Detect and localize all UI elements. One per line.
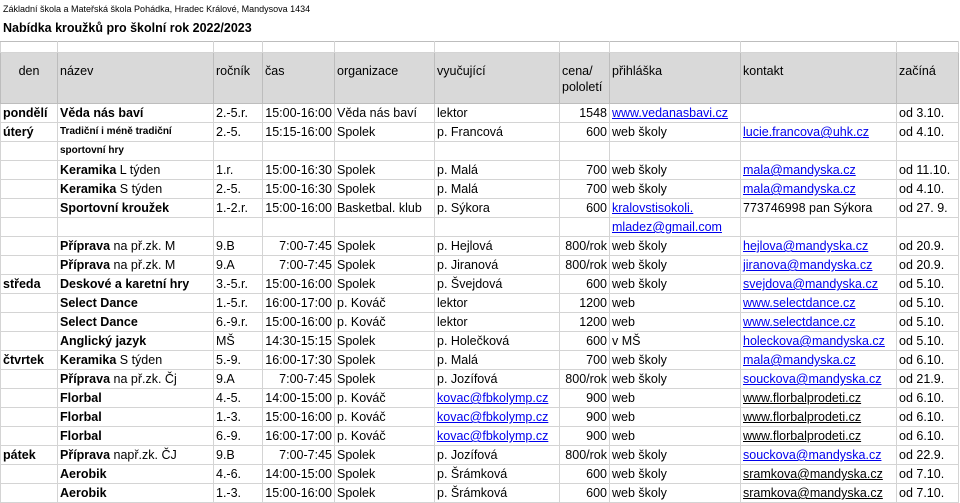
organization-cell[interactable]: Spolek bbox=[335, 332, 435, 351]
club-name: Deskové a karetní hry bbox=[60, 277, 190, 291]
day-cell[interactable] bbox=[1, 313, 58, 332]
price-cell[interactable]: 700 bbox=[560, 351, 610, 370]
time-cell[interactable]: 15:00-16:00 bbox=[263, 104, 335, 123]
day-cell[interactable] bbox=[1, 389, 58, 408]
contact-cell[interactable] bbox=[741, 408, 897, 427]
club-name-suffix: L týden bbox=[116, 163, 161, 177]
col-header-nazev[interactable]: název bbox=[58, 53, 214, 104]
club-name-cell[interactable] bbox=[58, 370, 214, 389]
price-cell[interactable]: 600 bbox=[560, 332, 610, 351]
time-cell[interactable]: 7:00-7:45 bbox=[263, 256, 335, 275]
club-name-cell[interactable] bbox=[58, 427, 214, 446]
club-name: Sportovní kroužek bbox=[60, 201, 170, 215]
teacher-cell[interactable] bbox=[435, 427, 560, 446]
club-name: Keramika bbox=[60, 182, 117, 196]
contact-cell[interactable] bbox=[741, 427, 897, 446]
start-date-cell[interactable]: od 4.10. bbox=[897, 180, 959, 199]
day-cell[interactable] bbox=[1, 332, 58, 351]
club-name-suffix: na př.zk. M bbox=[110, 239, 176, 253]
price-cell[interactable]: 800/rok bbox=[560, 237, 610, 256]
start-date-cell[interactable] bbox=[897, 218, 959, 237]
table-row bbox=[1, 332, 959, 351]
organization-cell[interactable]: Spolek bbox=[335, 370, 435, 389]
page-title: Nabídka kroužků pro školní rok 2022/2023 bbox=[3, 21, 252, 35]
teacher-cell[interactable]: p. Malá bbox=[435, 161, 560, 180]
contact-cell-link[interactable]: holeckova@mandyska.cz bbox=[743, 334, 885, 348]
day-cell[interactable] bbox=[1, 199, 58, 218]
teacher-cell[interactable]: p. Jozífová bbox=[435, 446, 560, 465]
price-cell[interactable]: 900 bbox=[560, 389, 610, 408]
contact-cell[interactable] bbox=[741, 389, 897, 408]
time-cell[interactable]: 15:00-16:00 bbox=[263, 199, 335, 218]
price-cell[interactable]: 800/rok bbox=[560, 256, 610, 275]
contact-cell[interactable] bbox=[741, 313, 897, 332]
start-date-cell[interactable]: od 20.9. bbox=[897, 237, 959, 256]
teacher-cell[interactable] bbox=[435, 218, 560, 237]
price-cell[interactable] bbox=[560, 142, 610, 161]
time-cell[interactable]: 15:00-16:30 bbox=[263, 180, 335, 199]
club-name-cell[interactable] bbox=[58, 294, 214, 313]
price-cell[interactable]: 800/rok bbox=[560, 370, 610, 389]
table-row bbox=[1, 427, 959, 446]
teacher-cell[interactable]: p. Šrámková bbox=[435, 465, 560, 484]
club-name: Anglický jazyk bbox=[60, 334, 147, 348]
registration-cell[interactable]: web školy bbox=[610, 484, 741, 503]
day-cell[interactable]: pondělí bbox=[1, 104, 58, 123]
teacher-cell[interactable]: p. Sýkora bbox=[435, 199, 560, 218]
grade-cell[interactable]: 1.-5.r. bbox=[214, 294, 263, 313]
organization-cell[interactable]: Spolek bbox=[335, 446, 435, 465]
day-cell[interactable] bbox=[1, 294, 58, 313]
start-date-cell[interactable]: od 7.10. bbox=[897, 465, 959, 484]
grade-cell[interactable]: 9.B bbox=[214, 237, 263, 256]
table-row bbox=[1, 294, 959, 313]
contact-cell-text: sramkova@mandyska.cz bbox=[743, 467, 883, 481]
teacher-cell[interactable]: p. Holečková bbox=[435, 332, 560, 351]
registration-cell[interactable]: web bbox=[610, 427, 741, 446]
registration-cell[interactable] bbox=[610, 104, 741, 123]
price-cell[interactable]: 600 bbox=[560, 123, 610, 142]
contact-cell-link[interactable]: mala@mandyska.cz bbox=[743, 163, 856, 177]
registration-cell[interactable]: web školy bbox=[610, 275, 741, 294]
organization-cell[interactable]: Věda nás baví bbox=[335, 104, 435, 123]
registration-cell[interactable] bbox=[610, 218, 741, 237]
registration-cell[interactable]: web školy bbox=[610, 237, 741, 256]
grade-cell[interactable]: MŠ bbox=[214, 332, 263, 351]
table-row bbox=[1, 123, 959, 142]
price-cell[interactable]: 600 bbox=[560, 465, 610, 484]
registration-cell[interactable]: web školy bbox=[610, 351, 741, 370]
header-row bbox=[1, 53, 959, 104]
col-header-cena[interactable] bbox=[560, 53, 610, 104]
price-cell[interactable]: 1200 bbox=[560, 313, 610, 332]
club-name-cell[interactable] bbox=[58, 484, 214, 503]
organization-cell[interactable]: Spolek bbox=[335, 123, 435, 142]
gap-row bbox=[1, 42, 959, 53]
contact-cell-link[interactable]: www.selectdance.cz bbox=[743, 315, 856, 329]
start-date-cell[interactable]: od 21.9. bbox=[897, 370, 959, 389]
time-cell[interactable] bbox=[263, 142, 335, 161]
grade-cell[interactable]: 1.r. bbox=[214, 161, 263, 180]
start-date-cell[interactable]: od 6.10. bbox=[897, 427, 959, 446]
time-cell[interactable]: 16:00-17:00 bbox=[263, 294, 335, 313]
table-row bbox=[1, 237, 959, 256]
table-row bbox=[1, 142, 959, 161]
price-cell[interactable]: 900 bbox=[560, 427, 610, 446]
grade-cell[interactable]: 2.-5. bbox=[214, 180, 263, 199]
club-name: Příprava bbox=[60, 258, 111, 272]
grade-cell[interactable] bbox=[214, 142, 263, 161]
club-name: Keramika bbox=[60, 163, 117, 177]
club-name-cell[interactable] bbox=[58, 351, 214, 370]
start-date-cell[interactable]: od 5.10. bbox=[897, 332, 959, 351]
table-row bbox=[1, 465, 959, 484]
registration-cell[interactable]: web školy bbox=[610, 446, 741, 465]
organization-cell[interactable] bbox=[335, 218, 435, 237]
price-cell[interactable]: 900 bbox=[560, 408, 610, 427]
organization-cell[interactable]: Spolek bbox=[335, 465, 435, 484]
start-date-cell[interactable]: od 5.10. bbox=[897, 275, 959, 294]
club-name: Příprava bbox=[60, 372, 111, 386]
club-name: Příprava bbox=[60, 448, 111, 462]
club-name-cell[interactable] bbox=[58, 237, 214, 256]
teacher-cell[interactable]: p. Francová bbox=[435, 123, 560, 142]
registration-cell-link[interactable]: www.vedanasbavi.cz bbox=[612, 106, 729, 120]
grade-cell[interactable]: 5.-9. bbox=[214, 351, 263, 370]
contact-cell[interactable] bbox=[741, 465, 897, 484]
col-header-rocnik[interactable]: ročník bbox=[214, 53, 263, 104]
start-date-cell[interactable]: od 6.10. bbox=[897, 351, 959, 370]
registration-cell[interactable] bbox=[610, 142, 741, 161]
club-name: Select Dance bbox=[60, 315, 138, 329]
contact-cell-link[interactable]: lucie.francova@uhk.cz bbox=[743, 125, 869, 139]
contact-cell[interactable] bbox=[741, 237, 897, 256]
organization-cell[interactable]: p. Kováč bbox=[335, 427, 435, 446]
teacher-cell[interactable] bbox=[435, 408, 560, 427]
organization-cell[interactable] bbox=[335, 142, 435, 161]
table-row bbox=[1, 256, 959, 275]
day-cell[interactable]: čtvrtek bbox=[1, 351, 58, 370]
contact-cell[interactable] bbox=[741, 218, 897, 237]
contact-cell-link[interactable]: mala@mandyska.cz bbox=[743, 182, 856, 196]
start-date-cell[interactable]: od 3.10. bbox=[897, 104, 959, 123]
day-cell[interactable] bbox=[1, 427, 58, 446]
teacher-cell[interactable]: p. Jiranová bbox=[435, 256, 560, 275]
time-cell[interactable]: 16:00-17:00 bbox=[263, 427, 335, 446]
organization-cell[interactable]: p. Kováč bbox=[335, 389, 435, 408]
teacher-cell-link[interactable]: kovac@fbkolymp.cz bbox=[437, 391, 549, 405]
club-name-suffix: na př.zk. M bbox=[110, 258, 176, 272]
contact-cell[interactable] bbox=[741, 123, 897, 142]
club-name: Keramika bbox=[60, 353, 117, 367]
organization-cell[interactable]: Spolek bbox=[335, 351, 435, 370]
club-name: Florbal bbox=[60, 410, 102, 424]
organization-cell[interactable]: Spolek bbox=[335, 161, 435, 180]
contact-cell-link[interactable]: souckova@mandyska.cz bbox=[743, 372, 882, 386]
table-row bbox=[1, 446, 959, 465]
contact-cell-link[interactable]: hejlova@mandyska.cz bbox=[743, 239, 869, 253]
club-name-cell[interactable] bbox=[58, 389, 214, 408]
table-row bbox=[1, 218, 959, 237]
registration-cell[interactable]: web bbox=[610, 294, 741, 313]
club-name-cell[interactable] bbox=[58, 313, 214, 332]
club-name-cell[interactable] bbox=[58, 275, 214, 294]
club-name-cell[interactable] bbox=[58, 199, 214, 218]
club-name-cell[interactable] bbox=[58, 256, 214, 275]
teacher-cell[interactable]: p. Jozífová bbox=[435, 370, 560, 389]
table-row bbox=[1, 408, 959, 427]
registration-cell[interactable]: web bbox=[610, 313, 741, 332]
contact-cell[interactable] bbox=[741, 351, 897, 370]
teacher-cell[interactable]: p. Malá bbox=[435, 351, 560, 370]
col-header-organizace[interactable]: organizace bbox=[335, 53, 435, 104]
day-cell[interactable]: pátek bbox=[1, 446, 58, 465]
contact-cell[interactable] bbox=[741, 275, 897, 294]
time-cell[interactable]: 15:15-16:00 bbox=[263, 123, 335, 142]
contact-cell[interactable] bbox=[741, 484, 897, 503]
price-cell[interactable]: 800/rok bbox=[560, 446, 610, 465]
registration-cell[interactable] bbox=[610, 199, 741, 218]
start-date-cell[interactable]: od 22.9. bbox=[897, 446, 959, 465]
teacher-cell[interactable]: p. Hejlová bbox=[435, 237, 560, 256]
club-name: Tradiční i méně tradiční bbox=[60, 126, 172, 137]
club-name-cell[interactable] bbox=[58, 218, 214, 237]
grade-cell[interactable]: 3.-5.r. bbox=[214, 275, 263, 294]
contact-cell-link[interactable]: svejdova@mandyska.cz bbox=[743, 277, 878, 291]
start-date-cell[interactable]: od 5.10. bbox=[897, 313, 959, 332]
table-row bbox=[1, 370, 959, 389]
registration-cell[interactable]: web školy bbox=[610, 370, 741, 389]
day-cell[interactable] bbox=[1, 408, 58, 427]
time-cell[interactable]: 14:00-15:00 bbox=[263, 465, 335, 484]
clubs-table bbox=[0, 41, 959, 503]
teacher-cell[interactable] bbox=[435, 389, 560, 408]
time-cell[interactable]: 15:00-16:00 bbox=[263, 484, 335, 503]
start-date-cell[interactable] bbox=[897, 142, 959, 161]
organization-cell[interactable]: Spolek bbox=[335, 484, 435, 503]
col-header-prihlaska[interactable]: přihláška bbox=[610, 53, 741, 104]
table-row bbox=[1, 161, 959, 180]
time-cell[interactable]: 15:00-16:30 bbox=[263, 161, 335, 180]
club-name-cell[interactable] bbox=[58, 161, 214, 180]
time-cell[interactable]: 15:00-16:00 bbox=[263, 408, 335, 427]
col-header-zacina[interactable]: začíná bbox=[897, 53, 959, 104]
organization-cell[interactable]: p. Kováč bbox=[335, 294, 435, 313]
club-name-suffix: např.zk. ČJ bbox=[110, 448, 177, 462]
organization-cell[interactable]: Spolek bbox=[335, 256, 435, 275]
club-name-cell[interactable] bbox=[58, 142, 214, 161]
registration-cell[interactable]: web bbox=[610, 389, 741, 408]
club-name: Florbal bbox=[60, 391, 102, 405]
start-date-cell[interactable]: od 6.10. bbox=[897, 408, 959, 427]
day-cell[interactable]: středa bbox=[1, 275, 58, 294]
club-name: Věda nás baví bbox=[60, 106, 144, 120]
day-cell[interactable] bbox=[1, 465, 58, 484]
table-row bbox=[1, 389, 959, 408]
time-cell[interactable]: 14:00-15:00 bbox=[263, 389, 335, 408]
club-name: Příprava bbox=[60, 239, 111, 253]
contact-cell[interactable] bbox=[741, 332, 897, 351]
start-date-cell[interactable]: od 4.10. bbox=[897, 123, 959, 142]
contact-cell[interactable] bbox=[741, 142, 897, 161]
col-header-cena-line2: pololetí bbox=[562, 80, 603, 94]
grade-cell[interactable]: 9.A bbox=[214, 256, 263, 275]
table-row bbox=[1, 275, 959, 294]
teacher-cell[interactable]: p. Malá bbox=[435, 180, 560, 199]
table-row bbox=[1, 351, 959, 370]
spreadsheet bbox=[0, 41, 960, 500]
organization-cell[interactable]: p. Kováč bbox=[335, 408, 435, 427]
contact-cell[interactable] bbox=[741, 294, 897, 313]
day-cell[interactable] bbox=[1, 142, 58, 161]
time-cell[interactable]: 15:00-16:00 bbox=[263, 275, 335, 294]
grade-cell[interactable]: 2.-5. bbox=[214, 123, 263, 142]
registration-cell[interactable]: web bbox=[610, 408, 741, 427]
day-cell[interactable]: úterý bbox=[1, 123, 58, 142]
registration-cell-link[interactable]: kralovstisokoli. bbox=[612, 201, 694, 215]
day-cell[interactable] bbox=[1, 256, 58, 275]
col-header-den[interactable]: den bbox=[1, 53, 58, 104]
teacher-cell[interactable]: lektor bbox=[435, 294, 560, 313]
day-cell[interactable] bbox=[1, 484, 58, 503]
start-date-cell[interactable]: od 7.10. bbox=[897, 484, 959, 503]
club-name-cell[interactable] bbox=[58, 123, 214, 142]
table-row bbox=[1, 199, 959, 218]
grade-cell[interactable]: 6.-9.r. bbox=[214, 313, 263, 332]
organization-cell[interactable]: Basketbal. klub bbox=[335, 199, 435, 218]
contact-cell-text: www.florbalprodeti.cz bbox=[743, 391, 862, 405]
col-header-cena-line1: cena/ bbox=[562, 64, 593, 78]
registration-cell[interactable]: web školy bbox=[610, 123, 741, 142]
grade-cell[interactable]: 2.-5.r. bbox=[214, 104, 263, 123]
grade-cell[interactable]: 4.-6. bbox=[214, 465, 263, 484]
price-cell[interactable]: 1200 bbox=[560, 294, 610, 313]
registration-cell[interactable]: web školy bbox=[610, 161, 741, 180]
club-name: Aerobik bbox=[60, 486, 107, 500]
club-name-cell[interactable] bbox=[58, 446, 214, 465]
time-cell[interactable]: 16:00-17:30 bbox=[263, 351, 335, 370]
start-date-cell[interactable]: od 11.10. bbox=[897, 161, 959, 180]
time-cell[interactable]: 7:00-7:45 bbox=[263, 446, 335, 465]
organization-cell[interactable]: Spolek bbox=[335, 180, 435, 199]
contact-cell-link[interactable]: souckova@mandyska.cz bbox=[743, 448, 882, 462]
club-name-cell[interactable] bbox=[58, 408, 214, 427]
price-cell[interactable]: 1548 bbox=[560, 104, 610, 123]
contact-cell[interactable] bbox=[741, 256, 897, 275]
club-name-suffix: S týden bbox=[116, 182, 163, 196]
time-cell[interactable] bbox=[263, 218, 335, 237]
day-cell[interactable] bbox=[1, 237, 58, 256]
price-cell[interactable]: 600 bbox=[560, 484, 610, 503]
table-row bbox=[1, 104, 959, 123]
registration-cell[interactable]: web školy bbox=[610, 180, 741, 199]
start-date-cell[interactable]: od 5.10. bbox=[897, 294, 959, 313]
teacher-cell[interactable]: lektor bbox=[435, 104, 560, 123]
table-row bbox=[1, 313, 959, 332]
grade-cell[interactable]: 1.-2.r. bbox=[214, 199, 263, 218]
price-cell[interactable] bbox=[560, 218, 610, 237]
table-row bbox=[1, 180, 959, 199]
price-cell[interactable]: 600 bbox=[560, 275, 610, 294]
day-cell[interactable] bbox=[1, 161, 58, 180]
contact-cell[interactable] bbox=[741, 161, 897, 180]
contact-cell-text: sramkova@mandyska.cz bbox=[743, 486, 883, 500]
contact-cell-text: www.florbalprodeti.cz bbox=[743, 410, 862, 424]
grade-cell[interactable] bbox=[214, 218, 263, 237]
contact-cell-text: www.florbalprodeti.cz bbox=[743, 429, 862, 443]
table-row bbox=[1, 484, 959, 503]
grade-cell[interactable]: 9.B bbox=[214, 446, 263, 465]
contact-cell-link[interactable]: www.selectdance.cz bbox=[743, 296, 856, 310]
registration-cell[interactable]: web školy bbox=[610, 256, 741, 275]
day-cell[interactable] bbox=[1, 218, 58, 237]
teacher-cell-link[interactable]: kovac@fbkolymp.cz bbox=[437, 429, 549, 443]
start-date-cell[interactable]: od 6.10. bbox=[897, 389, 959, 408]
contact-cell[interactable] bbox=[741, 446, 897, 465]
col-header-vyucujici[interactable]: vyučující bbox=[435, 53, 560, 104]
price-cell[interactable]: 700 bbox=[560, 161, 610, 180]
contact-cell[interactable]: 773746998 pan Sýkora bbox=[741, 199, 897, 218]
grade-cell[interactable]: 1.-3. bbox=[214, 484, 263, 503]
col-header-cas[interactable]: čas bbox=[263, 53, 335, 104]
registration-cell-link[interactable]: mladez@gmail.com bbox=[612, 220, 722, 234]
teacher-cell[interactable]: p. Šrámková bbox=[435, 484, 560, 503]
price-cell[interactable]: 600 bbox=[560, 199, 610, 218]
registration-cell[interactable]: web školy bbox=[610, 465, 741, 484]
day-cell[interactable] bbox=[1, 370, 58, 389]
grade-cell[interactable]: 6.-9. bbox=[214, 427, 263, 446]
school-name: Základní škola a Mateřská škola Pohádka, Hradec Králové, Mandysova 1434 bbox=[3, 4, 311, 14]
day-cell[interactable] bbox=[1, 180, 58, 199]
teacher-cell[interactable]: p. Švejdová bbox=[435, 275, 560, 294]
start-date-cell[interactable]: od 27. 9. bbox=[897, 199, 959, 218]
club-name-cell[interactable] bbox=[58, 332, 214, 351]
club-name: sportovní hry bbox=[60, 145, 124, 156]
price-cell[interactable]: 700 bbox=[560, 180, 610, 199]
time-cell[interactable]: 7:00-7:45 bbox=[263, 370, 335, 389]
teacher-cell-link[interactable]: kovac@fbkolymp.cz bbox=[437, 410, 549, 424]
club-name-cell[interactable] bbox=[58, 180, 214, 199]
organization-cell[interactable]: Spolek bbox=[335, 275, 435, 294]
club-name-cell[interactable] bbox=[58, 104, 214, 123]
contact-cell[interactable] bbox=[741, 180, 897, 199]
contact-cell-link[interactable]: mala@mandyska.cz bbox=[743, 353, 856, 367]
club-name: Florbal bbox=[60, 429, 102, 443]
grade-cell[interactable]: 4.-5. bbox=[214, 389, 263, 408]
grade-cell[interactable]: 9.A bbox=[214, 370, 263, 389]
contact-cell[interactable] bbox=[741, 104, 897, 123]
club-name-cell[interactable] bbox=[58, 465, 214, 484]
club-name: Aerobik bbox=[60, 467, 107, 481]
club-name-suffix: na př.zk. Čj bbox=[110, 372, 177, 386]
registration-cell[interactable]: v MŠ bbox=[610, 332, 741, 351]
contact-cell-link[interactable]: jiranova@mandyska.cz bbox=[743, 258, 873, 272]
contact-cell[interactable] bbox=[741, 370, 897, 389]
organization-cell[interactable]: Spolek bbox=[335, 237, 435, 256]
club-name: Select Dance bbox=[60, 296, 138, 310]
grade-cell[interactable]: 1.-3. bbox=[214, 408, 263, 427]
club-name-suffix: S týden bbox=[116, 353, 163, 367]
col-header-kontakt[interactable]: kontakt bbox=[741, 53, 897, 104]
teacher-cell[interactable] bbox=[435, 142, 560, 161]
time-cell[interactable]: 15:00-16:00 bbox=[263, 313, 335, 332]
start-date-cell[interactable]: od 20.9. bbox=[897, 256, 959, 275]
time-cell[interactable]: 14:30-15:15 bbox=[263, 332, 335, 351]
teacher-cell[interactable]: lektor bbox=[435, 313, 560, 332]
time-cell[interactable]: 7:00-7:45 bbox=[263, 237, 335, 256]
organization-cell[interactable]: p. Kováč bbox=[335, 313, 435, 332]
